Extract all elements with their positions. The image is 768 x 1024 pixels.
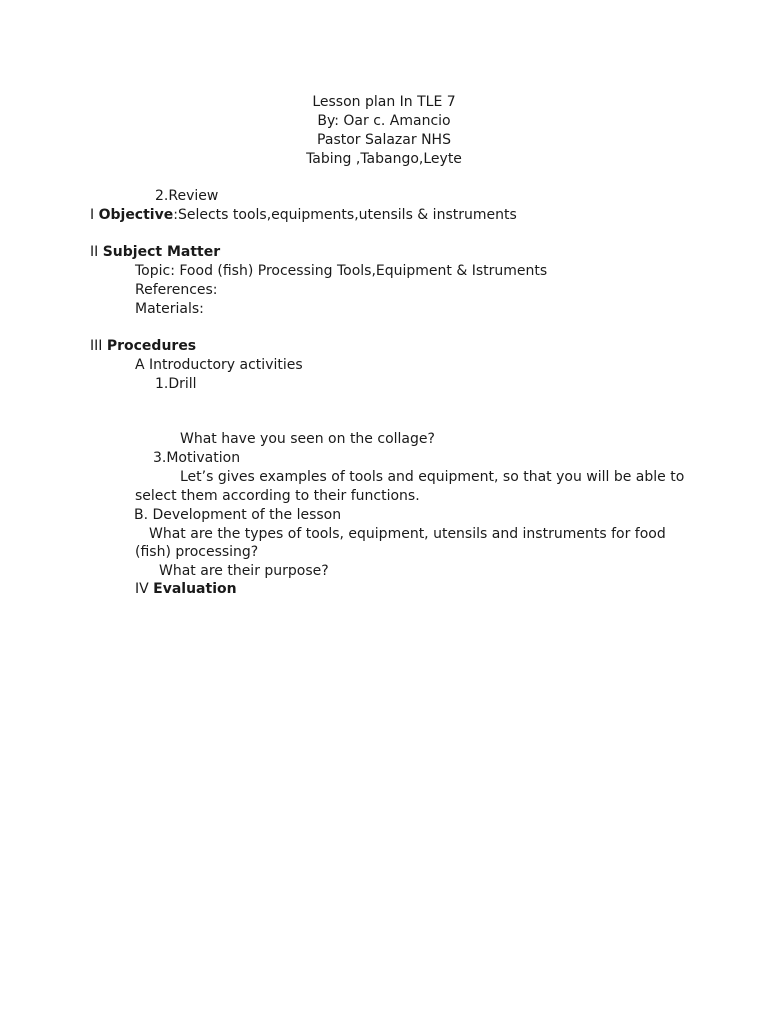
document-title: Lesson plan In TLE 7 — [312, 94, 456, 110]
procedures-heading: Procedures — [106, 338, 197, 354]
evaluation-heading-line — [135, 580, 237, 598]
location-line: Tabing ,Tabango,Leyte — [306, 151, 462, 167]
evaluation-number: IV — [135, 581, 154, 597]
motivation-text-2: select them according to their functions. — [135, 488, 420, 504]
objective-heading: Objective — [98, 207, 174, 223]
objective-number: I — [90, 207, 99, 223]
development-line: B. Development of the lesson — [134, 507, 342, 523]
subject-matter-number: II — [90, 244, 103, 260]
development-question-1a: What are the types of tools, equipment, utensils and instruments for food — [149, 526, 666, 542]
motivation-line: 3.Motivation — [153, 450, 241, 466]
subject-matter-heading-line — [90, 243, 220, 261]
procedures-heading-line — [90, 337, 196, 355]
development-question-2: What are their purpose? — [159, 563, 329, 579]
subject-matter-heading: Subject Matter — [102, 244, 221, 260]
school-line: Pastor Salazar NHS — [317, 132, 451, 148]
author-line: By: Oar c. Amancio — [317, 113, 451, 129]
materials-line: Materials: — [135, 301, 204, 317]
objective-text: :Selects tools,equipments,utensils & instruments — [173, 207, 517, 223]
topic-line: Topic: Food (fish) Processing Tools,Equipment & Istruments — [135, 263, 548, 279]
collage-question: What have you seen on the collage? — [180, 431, 435, 447]
motivation-text-1: Let’s gives examples of tools and equipment, so that you will be able to — [180, 469, 685, 485]
objective-line — [90, 206, 517, 224]
references-line: References: — [135, 282, 218, 298]
procedures-number: III — [90, 338, 107, 354]
drill-line: 1.Drill — [155, 376, 197, 392]
review-line: 2.Review — [155, 188, 219, 204]
development-question-1b: (fish) processing? — [135, 544, 259, 560]
introductory-activities-line: A Introductory activities — [135, 357, 303, 373]
evaluation-heading: Evaluation — [153, 581, 237, 597]
